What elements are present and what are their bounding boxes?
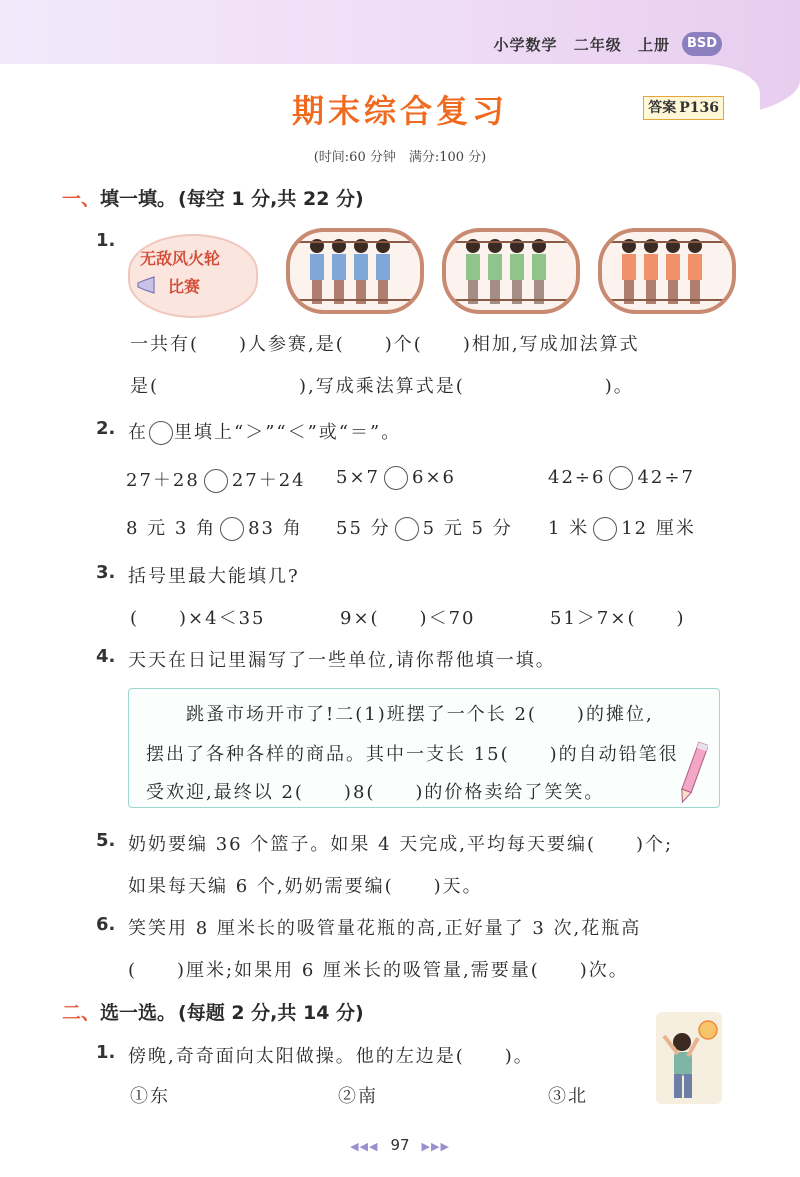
q1-number: 1. bbox=[96, 230, 116, 251]
diary-line-2: 摆出了各种各样的商品。其中一支长 15( )的自动铅笔很 bbox=[146, 744, 679, 765]
q6-line-2: ( )厘米;如果用 6 厘米长的吸管量,需要量( )次。 bbox=[128, 960, 629, 981]
edition-badge: BSD bbox=[682, 32, 722, 56]
team-3-figures bbox=[602, 232, 732, 310]
q2-item-1-left: 27＋28 bbox=[126, 470, 200, 491]
race-illustration bbox=[286, 228, 736, 314]
q2-item-5-left: 55 分 bbox=[336, 518, 391, 539]
q6-line-1: 笑笑用 8 厘米长的吸管量花瓶的高,正好量了 3 次,花瓶高 bbox=[128, 918, 642, 939]
q2-item-2-right: 6×6 bbox=[412, 467, 456, 488]
q2-item-2-left: 5×7 bbox=[336, 467, 380, 488]
next-arrows-icon: ▶▶▶ bbox=[421, 1140, 450, 1153]
q4-number: 4. bbox=[96, 646, 116, 667]
q2-item-4 bbox=[126, 514, 303, 541]
q5-line-2: 如果每天编 6 个,奶奶需要编( )天。 bbox=[128, 876, 483, 897]
section-1-score: (每空 1 分,共 22 分) bbox=[178, 188, 364, 210]
pencil-icon bbox=[678, 738, 708, 808]
series-volume: 上册 bbox=[637, 36, 670, 54]
series-grade: 二年级 bbox=[573, 36, 622, 54]
q2-item-4-right: 83 角 bbox=[248, 518, 303, 539]
q2-item-5-right: 5 元 5 分 bbox=[422, 518, 513, 539]
q2-prompt-a: 在 bbox=[128, 422, 148, 443]
q3-item-1: ( )×4＜35 bbox=[130, 608, 266, 629]
q2-item-5 bbox=[336, 514, 513, 541]
sticker-title: 无敌风火轮 bbox=[140, 249, 221, 268]
section-1-heading bbox=[62, 184, 364, 211]
compare-circle[interactable] bbox=[384, 466, 408, 490]
q2-item-1-right: 27＋24 bbox=[231, 470, 306, 491]
compare-circle[interactable] bbox=[204, 469, 228, 493]
q2-item-3-left: 42÷6 bbox=[548, 467, 606, 488]
wheel-team-2 bbox=[442, 228, 580, 314]
answer-page: P136 bbox=[679, 100, 719, 116]
s2-q1-option-1[interactable]: ①东 bbox=[130, 1086, 170, 1107]
q2-prompt bbox=[128, 418, 401, 445]
section-2-number: 二、 bbox=[62, 1002, 101, 1024]
series-subject: 小学数学 bbox=[493, 36, 558, 54]
child-sun-figure bbox=[656, 1012, 722, 1104]
diary-line-3: 受欢迎,最终以 2( )8( )的价格卖给了笑笑。 bbox=[146, 782, 605, 803]
q2-item-6 bbox=[548, 514, 696, 541]
q2-item-2 bbox=[336, 466, 456, 490]
exam-info: (时间:60 分钟 满分:100 分) bbox=[313, 150, 487, 165]
q3-number: 3. bbox=[96, 562, 116, 583]
q2-item-6-left: 1 米 bbox=[548, 518, 590, 539]
compare-circle[interactable] bbox=[593, 517, 617, 541]
compare-circle-example bbox=[149, 421, 173, 445]
q2-item-4-left: 8 元 3 角 bbox=[126, 518, 217, 539]
wheel-team-3 bbox=[598, 228, 736, 314]
section-1-number: 一、 bbox=[62, 188, 101, 210]
s2-q1-number: 1. bbox=[96, 1042, 116, 1063]
exercising-child-illustration bbox=[656, 1012, 722, 1104]
prev-arrows-icon: ◀◀◀ bbox=[350, 1140, 379, 1153]
q1-line-1: 一共有( )人参赛,是( )个( )相加,写成加法算式 bbox=[130, 334, 640, 355]
q5-line-1: 奶奶要编 36 个篮子。如果 4 天完成,平均每天要编( )个; bbox=[128, 834, 674, 855]
team-2-figures bbox=[446, 232, 576, 310]
q2-item-3-right: 42÷7 bbox=[637, 467, 695, 488]
wheel-team-1 bbox=[286, 228, 424, 314]
q3-item-2: 9×( )＜70 bbox=[340, 608, 476, 629]
team-1-figures bbox=[290, 232, 420, 310]
q4-prompt: 天天在日记里漏写了一些单位,请你帮他填一填。 bbox=[128, 650, 556, 671]
compare-circle[interactable] bbox=[395, 517, 419, 541]
q3-prompt: 括号里最大能填几? bbox=[128, 566, 300, 587]
compare-circle[interactable] bbox=[609, 466, 633, 490]
q2-number: 2. bbox=[96, 418, 116, 439]
diary-line-1: 跳蚤市场开市了!二(1)班摆了一个长 2( )的摊位, bbox=[146, 704, 654, 725]
s2-q1-option-3[interactable]: ③北 bbox=[548, 1086, 588, 1107]
section-2-name: 选一选。 bbox=[100, 1002, 177, 1024]
q2-item-3 bbox=[548, 466, 695, 490]
answer-label: 答案 bbox=[648, 100, 677, 116]
q6-number: 6. bbox=[96, 914, 116, 935]
q2-item-1 bbox=[126, 466, 306, 493]
compare-circle[interactable] bbox=[220, 517, 244, 541]
q2-item-6-right: 12 厘米 bbox=[621, 518, 696, 539]
section-2-score: (每题 2 分,共 14 分) bbox=[178, 1002, 364, 1024]
s2-q1-option-2[interactable]: ②南 bbox=[338, 1086, 378, 1107]
s2-q1-prompt: 傍晚,奇奇面向太阳做操。他的左边是( )。 bbox=[128, 1046, 534, 1067]
q2-prompt-b: 里填上“＞”“＜”或“＝”。 bbox=[174, 422, 402, 443]
page-number: 97 bbox=[390, 1136, 410, 1154]
answer-reference bbox=[643, 96, 724, 120]
sticker-subtitle: 比赛 bbox=[168, 277, 201, 296]
megaphone-icon bbox=[136, 276, 158, 294]
section-1-name: 填一填。 bbox=[100, 188, 177, 210]
q1-line-2: 是( ),写成乘法算式是( )。 bbox=[130, 376, 634, 397]
page-title: 期末综合复习 bbox=[291, 92, 508, 130]
page-footer bbox=[0, 1136, 800, 1154]
q3-item-3: 51＞7×( ) bbox=[550, 608, 686, 629]
q5-number: 5. bbox=[96, 830, 116, 851]
section-2-heading bbox=[62, 998, 364, 1025]
series-label bbox=[483, 34, 670, 55]
